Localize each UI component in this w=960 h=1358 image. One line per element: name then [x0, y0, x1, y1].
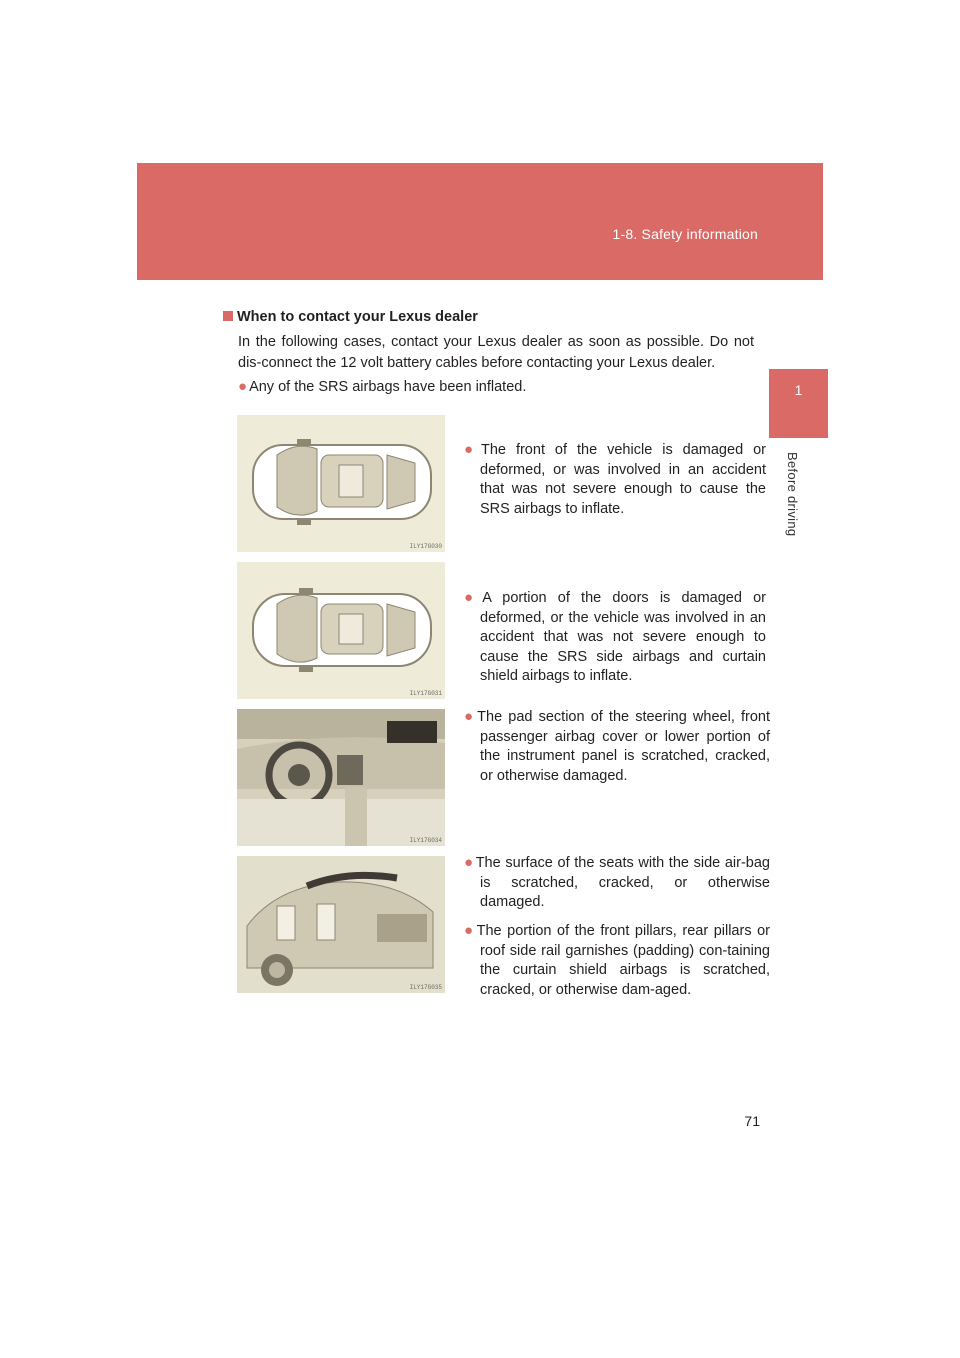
bullet-dot-icon: ● — [238, 378, 248, 395]
intro-paragraph: In the following cases, contact your Lexus dealer as soon as possible. Do not dis-connect the 12 volt battery cables before contacting your Lexus dealer. — [238, 334, 754, 371]
list-item: ● The portion of the front pillars, rear pillars or roof side rail garnishes (padding) con-taining the curtain shield airbags is scratched, cracked, or otherwise dam-aged. — [464, 922, 771, 998]
dashboard-icon — [237, 709, 445, 846]
bullet-dot-icon: ● — [464, 589, 481, 606]
bullet-dot-icon: ● — [464, 854, 474, 871]
car-top-view-icon — [237, 562, 445, 699]
header-band — [137, 163, 823, 280]
car-cutaway-icon — [237, 856, 445, 993]
square-bullet-icon — [223, 311, 233, 321]
chapter-label: Before driving — [785, 452, 800, 537]
figure-code: ILY17G035 — [409, 984, 442, 991]
figure-code: ILY17G034 — [409, 837, 442, 844]
chapter-tab — [769, 369, 828, 438]
list-item: ● The front of the vehicle is damaged or deformed, or was involved in an accident that was not severe enough to cause the SRS airbags to inflate. — [464, 441, 766, 517]
list-item: ● A portion of the doors is damaged or deformed, or the vehicle was involved in an accident that was not severe enough to cause the SRS side airbags and curtain shield airbags to inflate. — [464, 589, 766, 684]
car-top-view-icon — [237, 415, 445, 552]
list-item: ● The surface of the seats with the side air-bag is scratched, cracked, or otherwise damaged. — [464, 854, 770, 910]
subheading: When to contact your Lexus dealer — [223, 309, 478, 325]
figure-car-top-doors — [237, 562, 445, 699]
chapter-number: 1 — [794, 382, 803, 398]
figure-car-top-front — [237, 415, 445, 552]
figure-code: ILY17G031 — [409, 690, 442, 697]
list-item: ● Any of the SRS airbags have been inflated. — [238, 378, 527, 395]
bullet-dot-icon: ● — [464, 441, 479, 458]
page-number: 71 — [744, 1113, 760, 1129]
figure-code: ILY17G030 — [409, 543, 442, 550]
list-item: ● The pad section of the steering wheel, front passenger airbag cover or lower portion of the instrument panel is scratched, cracked, or otherwise damaged. — [464, 708, 770, 784]
figure-car-cutaway — [237, 856, 445, 993]
bullet-dot-icon: ● — [464, 922, 475, 939]
section-title: 1-8. Safety information — [612, 226, 758, 242]
bullet-dot-icon: ● — [464, 708, 476, 725]
figure-interior-dashboard — [237, 709, 445, 846]
